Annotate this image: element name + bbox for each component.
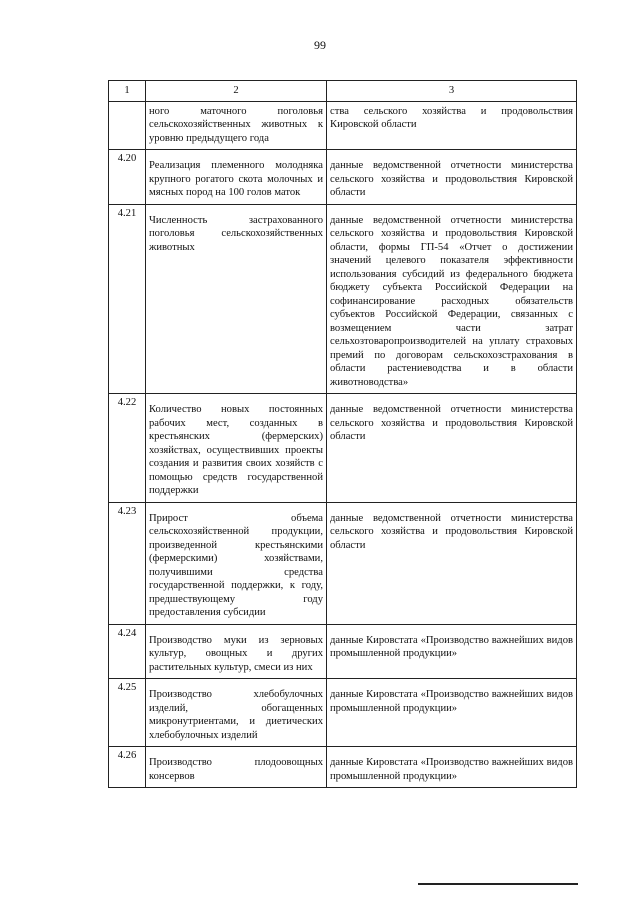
- table-row: [109, 679, 577, 747]
- indicator-name: Реализация племенного молодняка крупного рогатого скота молочных и мясных пород на 100 голов маток: [146, 150, 327, 205]
- row-number: 4.21: [109, 204, 146, 394]
- header-col-1: 1: [109, 81, 146, 102]
- indicator-name: Численность застрахованного поголовья сельскохозяйственных животных: [146, 204, 327, 394]
- indicator-name: Количество новых постоянных рабочих мест, созданных в крестьянских (фермерских) хозяйствах, осуществивших проекты создания и развития своих хозяйств с помощью средств государственной поддержки: [146, 394, 327, 503]
- indicator-name: Производство плодоовощных консервов: [146, 747, 327, 788]
- row-number: 4.23: [109, 502, 146, 624]
- table-row: [109, 747, 577, 788]
- data-source: данные ведомственной отчетности министерства сельского хозяйства и продовольствия Кировской области: [327, 150, 577, 205]
- data-source: данные Кировстата «Производство важнейших видов промышленной продукции»: [327, 679, 577, 747]
- indicator-name: ного маточного поголовья сельскохозяйственных животных к уровню предыдущего года: [146, 101, 327, 150]
- data-source: данные Кировстата «Производство важнейших видов промышленной продукции»: [327, 747, 577, 788]
- indicator-name: Производство муки из зерновых культур, овощных и других растительных культур, смеси из них: [146, 624, 327, 679]
- row-number: 4.25: [109, 679, 146, 747]
- table-row: [109, 101, 577, 150]
- row-number: 4.22: [109, 394, 146, 503]
- indicators-table: [108, 80, 577, 788]
- footer-rule: [418, 883, 578, 885]
- data-source: данные ведомственной отчетности министерства сельского хозяйства и продовольствия Кировской области: [327, 502, 577, 624]
- header-col-3: 3: [327, 81, 577, 102]
- table-row: [109, 394, 577, 503]
- indicator-name: Производство хлебобулочных изделий, обогащенных микронутриентами, и диетических хлебобулочных изделий: [146, 679, 327, 747]
- row-number: 4.26: [109, 747, 146, 788]
- data-source: данные Кировстата «Производство важнейших видов промышленной продукции»: [327, 624, 577, 679]
- data-source: ства сельского хозяйства и продовольствия Кировской области: [327, 101, 577, 150]
- indicator-name: Прирост объема сельскохозяйственной продукции, произведенной крестьянскими (фермерскими) хозяйствами, получившими средства государственной поддержки, к году, предшествующему году предоставления субсидии: [146, 502, 327, 624]
- header-col-2: 2: [146, 81, 327, 102]
- table-row: [109, 624, 577, 679]
- row-number: 4.20: [109, 150, 146, 205]
- table-row: [109, 502, 577, 624]
- data-source: данные ведомственной отчетности министерства сельского хозяйства и продовольствия Кировской области, формы ГП-54 «Отчет о достижении значений целевого показателя эффективности использования субсидий из федерального бюджета бюджету субъекта Российской Федерации на софинансирование расходных обязательств субъектов Российской Федерации, связанных с возмещением части затрат сельхозтоваропроизводителей на уплату страховых премий по договорам сельскохозстрахования в области растениеводства и в области животноводства»: [327, 204, 577, 394]
- table-row: [109, 204, 577, 394]
- table-header-row: [109, 81, 577, 102]
- row-number: 4.24: [109, 624, 146, 679]
- data-source: данные ведомственной отчетности министерства сельского хозяйства и продовольствия Кировской области: [327, 394, 577, 503]
- row-number: [109, 101, 146, 150]
- table-row: [109, 150, 577, 205]
- page-number: 99: [314, 38, 326, 52]
